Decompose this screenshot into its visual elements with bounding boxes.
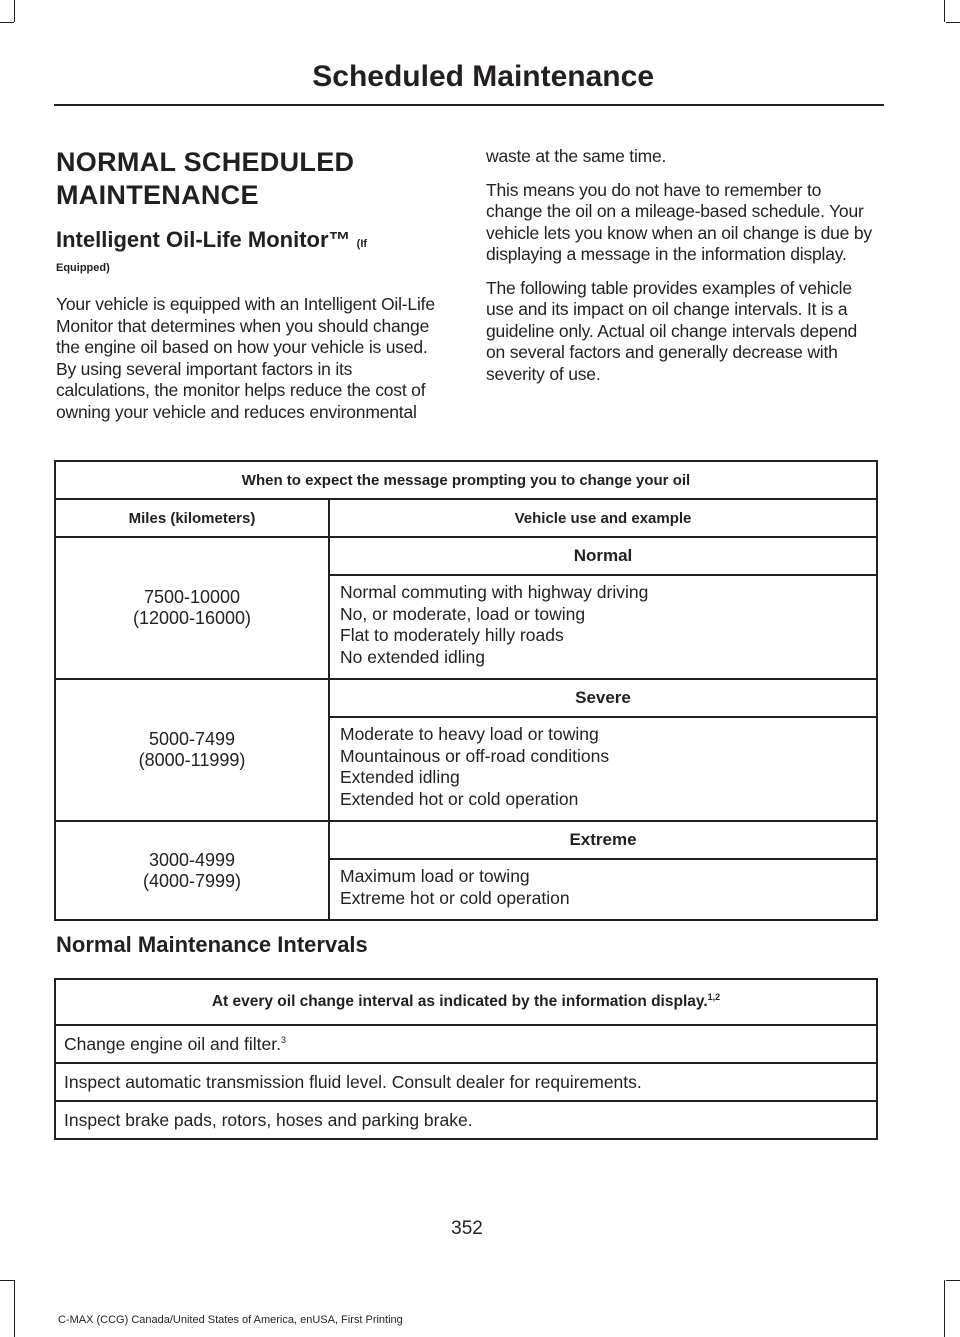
table-row (55, 679, 877, 717)
list-item: Maximum load or towing (340, 866, 530, 886)
category-label: Extreme (329, 821, 877, 859)
header-rule (54, 104, 884, 106)
interval-cell (55, 679, 329, 821)
paragraph: waste at the same time. (486, 146, 667, 166)
crop-mark (944, 0, 945, 22)
paragraph: The following table provides examples of vehicle use and its impact on oil change intervals. It is a guideline only. Actual oil change intervals depend on several factors and generally decrease with severity of use. (486, 277, 858, 384)
table-cell: Inspect automatic transmission fluid level. Consult dealer for requirements. (55, 1063, 877, 1101)
interval-miles: 3000-4999 (148, 849, 236, 870)
subheading (56, 226, 448, 258)
table-row (55, 1101, 877, 1139)
interval-km: (12000-16000) (132, 608, 252, 628)
table-caption (55, 979, 877, 1025)
section-title-line1: NORMAL SCHEDULED (56, 147, 355, 177)
crop-mark (0, 1280, 14, 1281)
list-item: Flat to moderately hilly roads (340, 625, 564, 645)
running-header: Scheduled Maintenance (312, 60, 654, 93)
footnote-ref: 1,2 (707, 991, 721, 1002)
intro-paragraph: Your vehicle is equipped with an Intelligent Oil-Life Monitor that determines when you should change the engine oil based on how your vehicle is used. By using several important factors in its calculations, the monitor helps reduce the cost of owning your vehicle and reduces environmental (56, 294, 435, 422)
section-title (56, 146, 448, 212)
list-item: Normal commuting with highway driving (340, 582, 649, 602)
section-title-line2: MAINTENANCE (56, 180, 259, 210)
footnote-ref: 3 (280, 1034, 286, 1045)
list-item: Extended idling (340, 767, 460, 787)
use-examples (329, 859, 877, 920)
interval-km: (4000-7999) (142, 870, 242, 891)
table-row (55, 1063, 877, 1101)
table-row (55, 1025, 877, 1063)
subheading-note-tail: Equipped) (56, 262, 110, 274)
page-number: 352 (451, 1218, 483, 1239)
category-label: Severe (329, 679, 877, 717)
crop-mark (946, 22, 960, 23)
crop-mark (0, 22, 14, 23)
interval-cell (55, 537, 329, 679)
list-item: No extended idling (340, 646, 485, 667)
use-examples (329, 717, 877, 821)
column-header-use: Vehicle use and example (329, 499, 877, 537)
interval-cell (55, 821, 329, 920)
table-cell (55, 1025, 877, 1063)
caption-text: At every oil change interval as indicated by the information display. (211, 993, 708, 1010)
list-item: Mountainous or off-road conditions (340, 745, 610, 766)
table-row (55, 821, 877, 859)
interval-miles: 7500-10000 (143, 587, 241, 607)
crop-mark (944, 1280, 945, 1337)
row-text: Change engine oil and filter. (64, 1033, 281, 1054)
table-row (55, 537, 877, 575)
footer-text: C-MAX (CCG) Canada/United States of America, enUSA, First Printing (58, 1314, 403, 1326)
table-caption: When to expect the message prompting you to change your oil (55, 461, 877, 499)
oil-change-table (54, 460, 878, 921)
list-item: Moderate to heavy load or towing (340, 724, 599, 744)
interval-km: (8000-11999) (138, 750, 246, 770)
crop-mark (14, 1280, 15, 1337)
list-item: Extreme hot or cold operation (340, 887, 570, 908)
paragraph: This means you do not have to remember to change the oil on a mileage-based schedule. Your vehicle lets you know when an oil change is due by displaying a message in the information display. (486, 179, 872, 264)
list-item: No, or moderate, load or towing (340, 603, 586, 624)
maintenance-intervals-table (54, 978, 878, 1140)
crop-mark (14, 0, 15, 22)
subheading-text: Intelligent Oil-Life Monitor™ (56, 227, 351, 252)
column-header-miles: Miles (kilometers) (55, 499, 329, 537)
right-column (486, 146, 880, 397)
interval-miles: 5000-7499 (148, 729, 236, 749)
left-column (56, 146, 448, 423)
intervals-heading: Normal Maintenance Intervals (56, 932, 368, 957)
list-item: Extended hot or cold operation (340, 788, 579, 809)
crop-mark (946, 1280, 960, 1281)
use-examples (329, 575, 877, 679)
subheading-note: (If (356, 238, 368, 250)
table-cell: Inspect brake pads, rotors, hoses and parking brake. (55, 1101, 877, 1139)
category-label: Normal (329, 537, 877, 575)
